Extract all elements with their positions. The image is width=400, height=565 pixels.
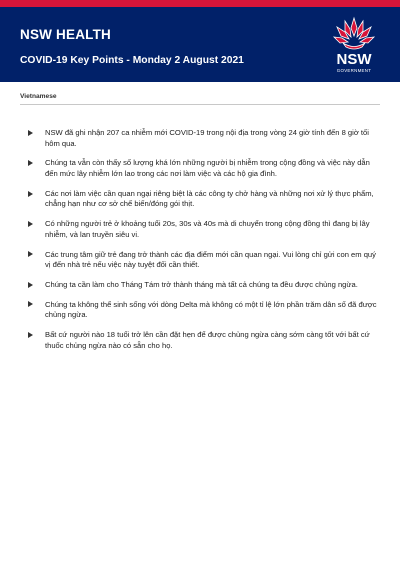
page-title: NSW HEALTH	[20, 27, 111, 42]
bullet-arrow-icon	[28, 282, 33, 288]
list-item	[28, 158, 380, 179]
point-text: Chúng ta không thể sinh sống với dòng Delta mà không có một tỉ lệ lớn phần trăm dân số đã được chủng ngừa.	[45, 299, 377, 320]
logo-subtext: GOVERNMENT	[336, 68, 372, 73]
waratah-flower-icon	[334, 18, 374, 49]
nsw-government-logo	[326, 14, 382, 78]
point-text: NSW đã ghi nhận 207 ca nhiễm mới COVID-19 trong nội địa trong vòng 24 giờ tính đến 8 giờ tối hôm qua.	[45, 128, 369, 148]
bullet-arrow-icon	[28, 332, 33, 338]
bullet-arrow-icon	[28, 301, 33, 307]
language-label: Vietnamese	[20, 93, 57, 100]
point-text: Các nơi làm việc cần quan ngại riêng biệt là các công ty chở hàng và những nơi xử lý thực phẩm, chẳng hạn như cơ sở chế biến/đóng gói thịt.	[45, 188, 374, 209]
point-text: Chúng ta vẫn còn thấy số lượng khá lớn những người bị nhiễm trong cộng đồng và việc này dẫn đến mức lây nhiễm lớn lao trong các nơi làm việc và các hộ gia đình.	[45, 158, 370, 178]
page-subtitle: COVID-19 Key Points - Monday 2 August 2021	[20, 55, 244, 66]
list-item	[28, 300, 380, 321]
key-points-list	[28, 128, 380, 360]
logo-text: NSW	[336, 51, 372, 68]
page-header	[0, 0, 400, 82]
list-item	[28, 128, 380, 149]
point-text: Có những người trẻ ở khoảng tuổi 20s, 30s và 40s mà di chuyển trong cộng đồng thì đang bị lây nhiễm, và lan truyền siêu vi.	[45, 219, 370, 239]
list-item	[28, 219, 380, 240]
point-text: Các trung tâm giữ trẻ đang trở thành các địa điểm mới cần quan ngại. Vui lòng chỉ gửi con em quý vị đến nhà trẻ nếu việc này tuyệt đối cần thiết.	[45, 249, 376, 270]
list-item	[28, 280, 380, 291]
bullet-arrow-icon	[28, 191, 33, 197]
list-item	[28, 330, 380, 351]
point-text: Chúng ta cần làm cho Tháng Tám trở thành tháng mà tất cả chúng ta đều được chủng ngừa.	[45, 279, 358, 289]
bullet-arrow-icon	[28, 221, 33, 227]
list-item	[28, 250, 380, 271]
section-divider	[20, 104, 380, 105]
header-accent-bar	[0, 0, 400, 7]
bullet-arrow-icon	[28, 160, 33, 166]
bullet-arrow-icon	[28, 251, 33, 257]
list-item	[28, 189, 380, 210]
bullet-arrow-icon	[28, 130, 33, 136]
point-text: Bất cứ người nào 18 tuổi trở lên cần đặt hẹn để được chủng ngừa càng sớm càng tốt với bất cứ thuốc chủng ngừa nào có sẵn cho họ.	[45, 330, 370, 350]
